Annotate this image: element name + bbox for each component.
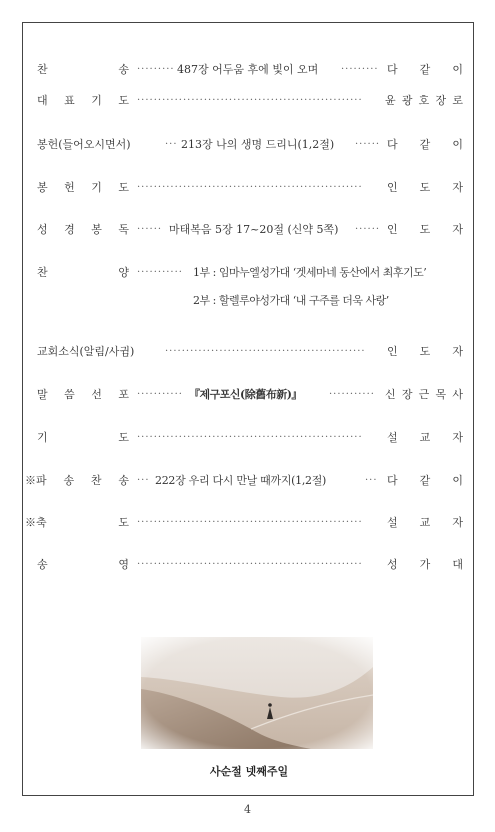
- desert-dune-image: [141, 637, 373, 749]
- order-row-offering-prayer: [23, 178, 475, 198]
- row-content: 1부 : 임마누엘성가대 ‘겟세마네 동산에서 최후기도’: [193, 266, 427, 279]
- leader-dots: ···: [365, 475, 378, 486]
- order-row-prayer: [23, 428, 475, 448]
- row-content: 222장 우리 다시 만날 때까지(1,2절): [155, 474, 327, 487]
- leader-dots: ·········: [341, 64, 379, 75]
- order-row-sermon: [23, 385, 475, 405]
- row-person: 다 같 이: [387, 63, 463, 76]
- row-label: 봉 헌 기 도: [37, 181, 129, 194]
- leader-dots: ················································: [165, 346, 366, 357]
- row-label: 말 씀 선 포: [37, 388, 129, 401]
- row-content: 487장 어두움 후에 빛이 오며: [177, 63, 319, 76]
- row-label: 대 표 기 도: [37, 94, 129, 107]
- row-person: 성 가 대: [387, 558, 463, 571]
- leader-dots: ······: [355, 139, 381, 150]
- row-person: 다 같 이: [387, 474, 463, 487]
- row-person: 설 교 자: [387, 516, 463, 529]
- leader-dots: ···: [165, 139, 178, 150]
- leader-dots: ······················································: [137, 559, 363, 570]
- row-label: ※파 송 찬 송: [25, 474, 129, 487]
- bulletin-frame: [22, 22, 474, 796]
- leader-dots: ···········: [329, 389, 375, 400]
- page-number: 4: [244, 803, 251, 816]
- row-person: 인 도 자: [387, 181, 463, 194]
- row-person: 신 장 근 목 사: [385, 388, 463, 401]
- row-label: ※축 도: [25, 516, 129, 529]
- leader-dots: ······················································: [137, 517, 363, 528]
- order-row-doxology: [23, 555, 475, 575]
- row-label: 찬 양: [37, 266, 129, 279]
- row-content-second: 2부 : 할렐루야성가대 ‘내 구주를 더욱 사랑’: [193, 294, 389, 307]
- order-row-church-news: [23, 342, 475, 362]
- row-label: 찬 송: [37, 63, 129, 76]
- row-person: 인 도 자: [387, 345, 463, 358]
- leader-dots: ···········: [137, 267, 183, 278]
- order-row-sending-hymn: [23, 471, 475, 491]
- order-row-praise: [23, 263, 475, 283]
- leader-dots: ···: [137, 475, 150, 486]
- row-person: 윤 광 호 장 로: [385, 94, 463, 107]
- row-label: 교회소식(알림/사귐): [37, 345, 135, 358]
- order-row-praise-second-part: [23, 291, 475, 311]
- leader-dots: ···········: [137, 389, 183, 400]
- row-label: 기 도: [37, 431, 129, 444]
- row-content: 『제구포신(除舊布新)』: [189, 388, 302, 401]
- order-row-hymn: [23, 60, 475, 80]
- row-label: 송 영: [37, 558, 129, 571]
- order-row-representative-prayer: [23, 91, 475, 111]
- order-row-scripture-reading: [23, 220, 475, 240]
- desert-photo: [141, 637, 373, 749]
- row-label: 성 경 봉 독: [37, 223, 129, 236]
- row-content: 마태복음 5장 17~20절 (신약 5쪽): [169, 223, 339, 236]
- row-label: 봉헌(들어오시면서): [37, 138, 131, 151]
- leader-dots: ······: [355, 224, 381, 235]
- image-caption: 사순절 넷째주일: [209, 765, 289, 778]
- leader-dots: ······: [137, 224, 163, 235]
- row-person: 인 도 자: [387, 223, 463, 236]
- row-person: 설 교 자: [387, 431, 463, 444]
- order-row-offering: [23, 135, 475, 155]
- order-row-benediction: [23, 513, 475, 533]
- row-person: 다 같 이: [387, 138, 463, 151]
- leader-dots: ·········: [137, 64, 175, 75]
- leader-dots: ······················································: [137, 432, 363, 443]
- leader-dots: ······················································: [137, 182, 363, 193]
- leader-dots: ······················································: [137, 95, 363, 106]
- row-content: 213장 나의 생명 드리니(1,2절): [181, 138, 335, 151]
